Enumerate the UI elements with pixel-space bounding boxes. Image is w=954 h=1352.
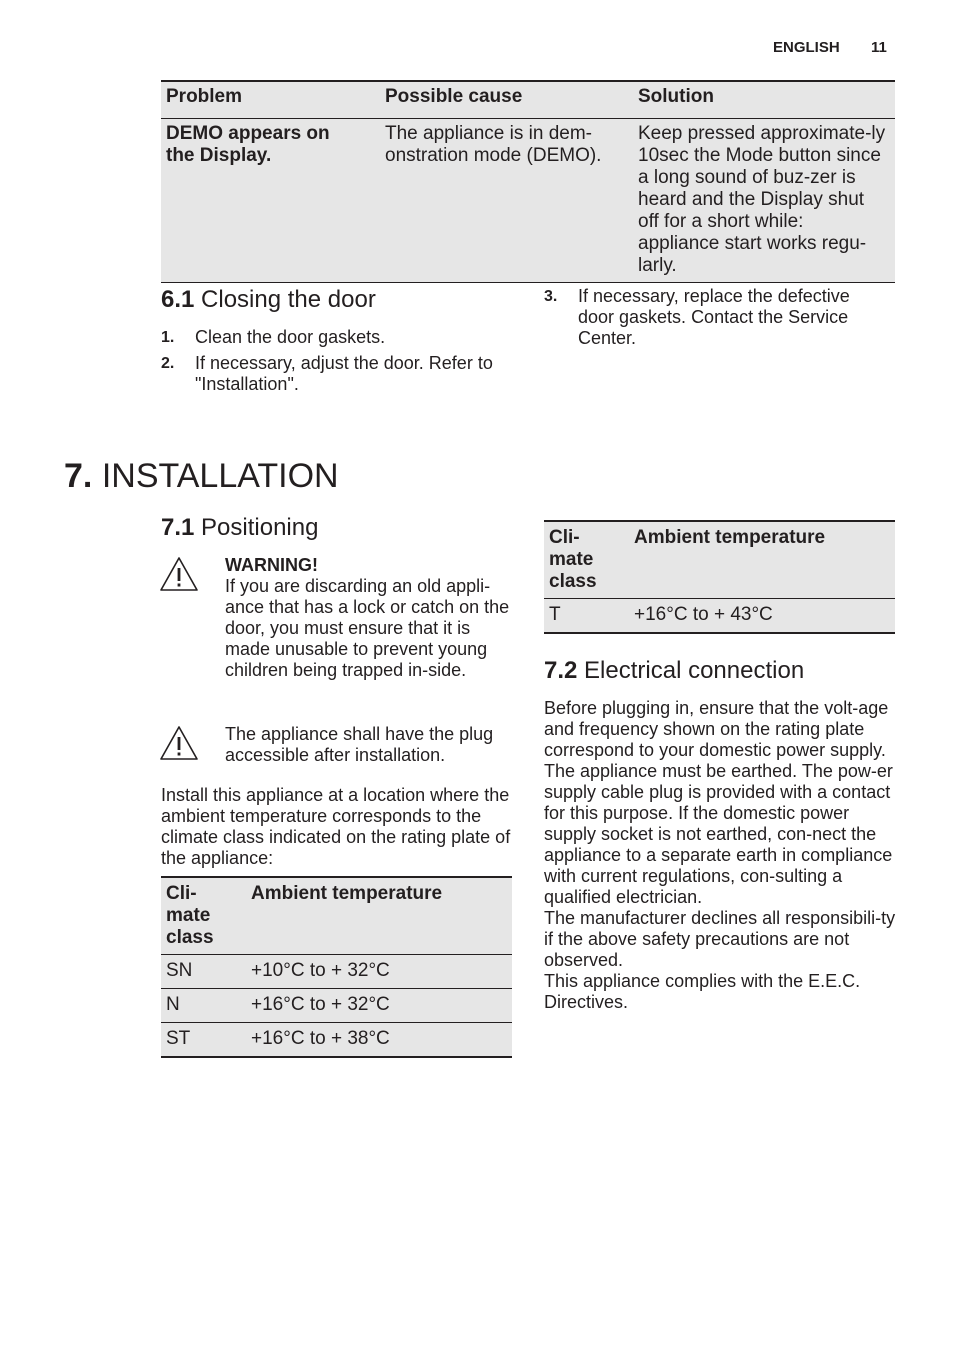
chapter-heading	[64, 456, 339, 496]
section-title: Electrical connection	[584, 657, 805, 684]
temp-cell: +16°C to + 38°C	[251, 1028, 390, 1049]
paragraph: This appliance complies with the E.E.C. Directives.	[544, 971, 861, 1012]
column-header-temp: Ambient temperature	[251, 883, 443, 904]
column-header-temp: Ambient temperature	[634, 527, 826, 548]
temp-cell: +16°C to + 43°C	[634, 604, 773, 625]
column-header-problem: Problem	[166, 86, 243, 107]
step-text: If necessary, replace the defective door gaskets. Contact the Service Center.	[578, 286, 850, 348]
temp-cell: +16°C to + 32°C	[251, 994, 390, 1015]
electrical-text	[544, 698, 896, 1013]
table-header-row	[544, 521, 895, 599]
problem-cell	[161, 119, 380, 283]
section-title: Positioning	[201, 514, 319, 541]
list-item	[161, 353, 521, 397]
list-item	[544, 286, 894, 352]
table-header-row	[161, 877, 512, 955]
warning-icon	[159, 725, 199, 761]
problem-text: DEMO appears on the Display.	[166, 123, 330, 166]
chapter-title: INSTALLATION	[101, 457, 339, 495]
header-text: Cli-mate class	[166, 883, 214, 948]
paragraph: Before plugging in, ensure that the volt-age and frequency shown on the rating plate correspond to your domestic power supply.	[544, 698, 889, 760]
climate-table	[161, 876, 512, 1058]
paragraph: The appliance must be earthed. The pow-er supply cable plug is provided with a contact for this purpose. If the domestic power supply socket is not earthed, con-nect the appliance to a separate earth in compliance with current regulations, con-sulting a qualified electrician.	[544, 761, 893, 907]
section-7-1-heading	[161, 514, 318, 542]
section-6-1-heading	[161, 286, 376, 314]
step-number: 2.	[161, 355, 175, 372]
column-header-cause: Possible cause	[385, 86, 523, 107]
header-text: Cli-mate class	[549, 527, 597, 592]
climate-table	[544, 520, 895, 634]
column-header-solution: Solution	[638, 86, 714, 107]
warning-block	[225, 555, 510, 681]
table-header-row	[161, 81, 895, 119]
step-text: If necessary, adjust the door. Refer to "Installation".	[195, 353, 493, 394]
class-cell: T	[549, 604, 561, 625]
warning-icon	[159, 556, 199, 592]
class-cell: ST	[166, 1028, 191, 1049]
table-row	[161, 119, 895, 283]
temp-cell: +10°C to + 32°C	[251, 960, 390, 981]
section-7-2-heading	[544, 657, 804, 685]
header-language: ENGLISH	[773, 39, 840, 56]
positioning-intro: Install this appliance at a location where the ambient temperature corresponds to the climate class indicated on the rating plate of the appliance:	[161, 785, 511, 868]
step-number: 1.	[161, 329, 175, 346]
solution-cell	[633, 119, 895, 283]
class-cell: N	[166, 994, 180, 1015]
table-row	[161, 1023, 512, 1058]
note-text: The appliance shall have the plug accessible after installation.	[225, 724, 494, 765]
table-row	[544, 599, 895, 634]
step-text: Clean the door gaskets.	[195, 327, 386, 347]
chapter-number: 7.	[64, 457, 93, 495]
cause-cell	[380, 119, 633, 283]
column-header-class	[161, 877, 246, 955]
warning-title: WARNING!	[225, 555, 318, 575]
section-number: 7.1	[161, 514, 195, 541]
table-row	[161, 989, 512, 1023]
section-number: 6.1	[161, 286, 195, 313]
class-cell: SN	[166, 960, 193, 981]
section-title: Closing the door	[201, 286, 376, 313]
cause-text: The appliance is in dem-onstration mode (DEMO).	[385, 123, 602, 166]
column-header-class	[544, 521, 629, 599]
solution-text: Keep pressed approximate-ly 10sec the Mode button since a long sound of buz-zer is heard and the Display shut off for a short while: appliance start works regu-larly.	[638, 123, 886, 276]
table-row	[161, 955, 512, 989]
step-number: 3.	[544, 288, 558, 305]
paragraph: The manufacturer declines all responsibili-ty if the above safety precautions are not observed.	[544, 908, 896, 970]
page-number: 11	[871, 39, 887, 56]
section-number: 7.2	[544, 657, 578, 684]
warning-text: If you are discarding an old appli-ance that has a lock or catch on the door, you must ensure that it is made unusable to prevent young children being trapped in-side.	[225, 576, 510, 680]
troubleshooting-table	[161, 80, 895, 283]
